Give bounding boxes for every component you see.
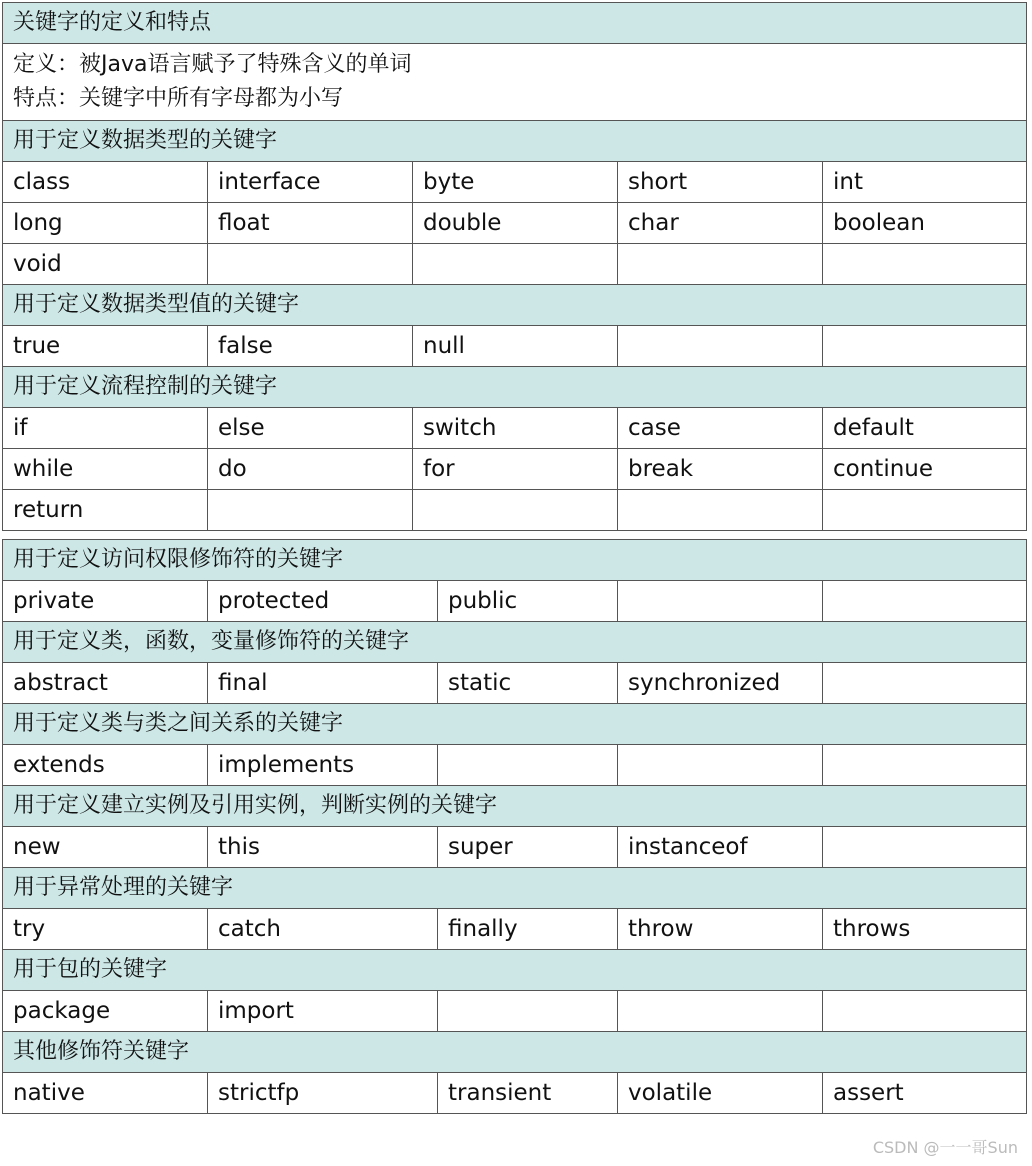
- keyword-cell: continue: [823, 449, 1027, 490]
- keyword-cell: [823, 490, 1027, 531]
- keywords-table-part2: [2, 539, 1027, 1114]
- keyword-cell: strictfp: [208, 1073, 438, 1114]
- keyword-row: [3, 991, 1027, 1032]
- keyword-row: [3, 162, 1027, 203]
- keyword-cell: double: [413, 203, 618, 244]
- watermark: CSDN @一一哥Sun: [872, 1138, 1018, 1157]
- keyword-cell: [208, 490, 413, 531]
- keyword-tables: [2, 2, 1026, 1114]
- keyword-cell: final: [208, 663, 438, 704]
- keyword-row: [3, 827, 1027, 868]
- keyword-cell: do: [208, 449, 413, 490]
- keyword-row: [3, 326, 1027, 367]
- keyword-cell: while: [3, 449, 208, 490]
- keyword-cell: default: [823, 408, 1027, 449]
- keyword-cell: [618, 581, 823, 622]
- keyword-cell: static: [438, 663, 618, 704]
- section-title: 用于包的关键字: [3, 950, 1027, 991]
- keyword-cell: [823, 663, 1027, 704]
- keyword-cell: transient: [438, 1073, 618, 1114]
- section-title: 用于异常处理的关键字: [3, 868, 1027, 909]
- keyword-cell: [413, 244, 618, 285]
- keyword-row: [3, 909, 1027, 950]
- keyword-row: [3, 663, 1027, 704]
- section-header-row: [3, 1032, 1027, 1073]
- section-header-row: [3, 121, 1027, 162]
- keyword-cell: abstract: [3, 663, 208, 704]
- keyword-cell: null: [413, 326, 618, 367]
- section-title: 用于定义访问权限修饰符的关键字: [3, 540, 1027, 581]
- keyword-cell: synchronized: [618, 663, 823, 704]
- keyword-cell: long: [3, 203, 208, 244]
- section-title: 用于定义数据类型的关键字: [3, 121, 1027, 162]
- definition-line: 定义：被Java语言赋予了特殊含义的单词: [13, 52, 412, 77]
- keyword-row: [3, 408, 1027, 449]
- keyword-cell: catch: [208, 909, 438, 950]
- keyword-cell: true: [3, 326, 208, 367]
- keyword-cell: protected: [208, 581, 438, 622]
- section-header-row: [3, 540, 1027, 581]
- keyword-cell: [618, 745, 823, 786]
- keyword-cell: [618, 244, 823, 285]
- keyword-row: [3, 745, 1027, 786]
- keyword-cell: implements: [208, 745, 438, 786]
- page-title: 关键字的定义和特点: [3, 3, 1027, 44]
- keyword-cell: interface: [208, 162, 413, 203]
- keyword-cell: [823, 991, 1027, 1032]
- keyword-cell: try: [3, 909, 208, 950]
- keyword-cell: float: [208, 203, 413, 244]
- section-title: 用于定义建立实例及引用实例，判断实例的关键字: [3, 786, 1027, 827]
- keyword-cell: private: [3, 581, 208, 622]
- keyword-cell: short: [618, 162, 823, 203]
- keyword-cell: [413, 490, 618, 531]
- keyword-cell: [438, 745, 618, 786]
- keyword-cell: package: [3, 991, 208, 1032]
- keyword-cell: instanceof: [618, 827, 823, 868]
- keyword-cell: char: [618, 203, 823, 244]
- section-title: 用于定义数据类型值的关键字: [3, 285, 1027, 326]
- keyword-cell: [823, 244, 1027, 285]
- keyword-cell: else: [208, 408, 413, 449]
- keyword-cell: [618, 490, 823, 531]
- keyword-row: [3, 581, 1027, 622]
- keyword-cell: public: [438, 581, 618, 622]
- keyword-cell: native: [3, 1073, 208, 1114]
- section-header-row: [3, 868, 1027, 909]
- keyword-cell: volatile: [618, 1073, 823, 1114]
- section-header-row: [3, 704, 1027, 745]
- keyword-cell: throw: [618, 909, 823, 950]
- keyword-cell: finally: [438, 909, 618, 950]
- keyword-cell: [823, 581, 1027, 622]
- definition-row: [3, 44, 1027, 121]
- keyword-cell: throws: [823, 909, 1027, 950]
- keyword-cell: [823, 326, 1027, 367]
- table-gap: [2, 531, 1026, 539]
- section-title: 用于定义类与类之间关系的关键字: [3, 704, 1027, 745]
- keyword-cell: case: [618, 408, 823, 449]
- keyword-cell: break: [618, 449, 823, 490]
- section-title: 用于定义类，函数，变量修饰符的关键字: [3, 622, 1027, 663]
- keyword-cell: class: [3, 162, 208, 203]
- keyword-row: [3, 490, 1027, 531]
- keyword-cell: this: [208, 827, 438, 868]
- keyword-row: [3, 203, 1027, 244]
- keyword-cell: int: [823, 162, 1027, 203]
- keywords-table-part1: [2, 2, 1027, 531]
- keyword-row: [3, 244, 1027, 285]
- keyword-cell: void: [3, 244, 208, 285]
- definition-block: [3, 44, 1027, 121]
- keyword-cell: switch: [413, 408, 618, 449]
- keyword-cell: new: [3, 827, 208, 868]
- section-header-row: [3, 367, 1027, 408]
- section-header-row: [3, 950, 1027, 991]
- section-header-row: [3, 3, 1027, 44]
- keyword-cell: extends: [3, 745, 208, 786]
- section-title: 用于定义流程控制的关键字: [3, 367, 1027, 408]
- keyword-cell: [823, 745, 1027, 786]
- keyword-cell: byte: [413, 162, 618, 203]
- section-title: 其他修饰符关键字: [3, 1032, 1027, 1073]
- keyword-cell: [208, 244, 413, 285]
- section-header-row: [3, 285, 1027, 326]
- keyword-cell: [618, 326, 823, 367]
- keyword-cell: if: [3, 408, 208, 449]
- definition-line: 特点：关键字中所有字母都为小写: [13, 86, 344, 111]
- keyword-cell: super: [438, 827, 618, 868]
- keyword-cell: assert: [823, 1073, 1027, 1114]
- keyword-cell: [618, 991, 823, 1032]
- keyword-cell: return: [3, 490, 208, 531]
- keyword-cell: [823, 827, 1027, 868]
- keyword-cell: import: [208, 991, 438, 1032]
- keyword-cell: [438, 991, 618, 1032]
- keyword-cell: boolean: [823, 203, 1027, 244]
- keyword-cell: for: [413, 449, 618, 490]
- keyword-row: [3, 1073, 1027, 1114]
- keyword-row: [3, 449, 1027, 490]
- section-header-row: [3, 622, 1027, 663]
- section-header-row: [3, 786, 1027, 827]
- keyword-cell: false: [208, 326, 413, 367]
